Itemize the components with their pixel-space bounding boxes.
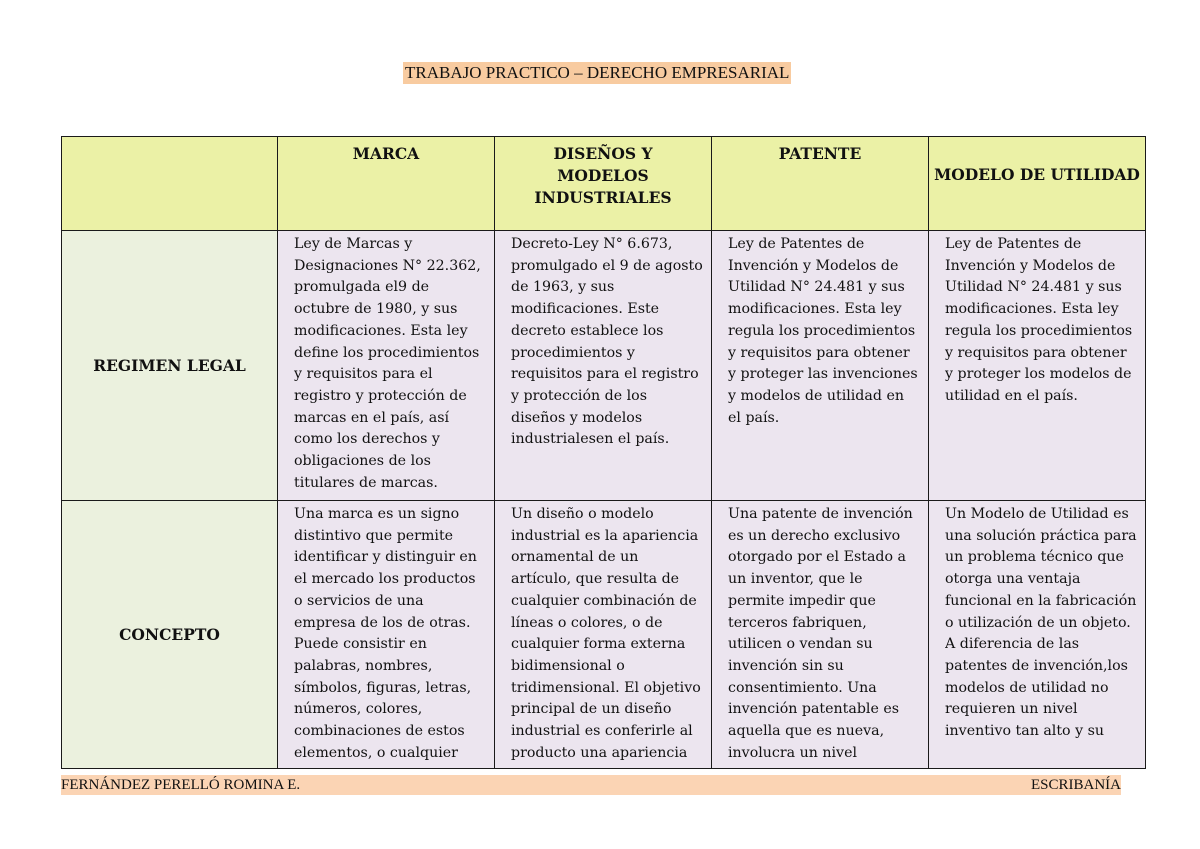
table-header-row [62,137,1146,231]
cell-regimen-disenos: Decreto-Ley N° 6.673, promulgado el 9 de agosto de 1963, y sus modificaciones. Este decreto establece los procedimientos y requisitos para el registro y protección de los diseños y modelos industrialesen el país. [495,231,712,501]
footer-career: ESCRIBANÍA [1031,777,1122,793]
cell-regimen-patente: Ley de Patentes de Invención y Modelos de Utilidad N° 24.481 y sus modificaciones. Esta ley regula los procedimientos y requisitos para obtener y proteger las invenciones y modelos de utilidad en el país. [712,231,929,501]
header-marca: MARCA [278,137,495,231]
header-modelo-utilidad: MODELO DE UTILIDAD [929,137,1146,231]
cell-concepto-patente-text: Una patente de invención es un derecho exclusivo otorgado por el Estado a un inventor, que le permite impedir que terceros fabriquen, utilicen o vendan su invención sin su consentimiento. Una invención patentable es aquella que es nueva, involucra un nivel [728,506,913,761]
header-disenos-label: DISEÑOS Y MODELOS INDUSTRIALES [534,144,672,207]
footer-author: FERNÁNDEZ PERELLÓ ROMINA E. [61,775,1031,795]
cell-concepto-marca-text: Una marca es un signo distintivo que permite identificar y distinguir en el mercado los productos o servicios de una empresa de los de otras. Puede consistir en palabras, nombres, símbolos, figuras, letras, números, colores, combinaciones de estos elementos, o cualquier [294,506,477,761]
header-corner-cell [62,137,278,231]
comparison-table [61,136,1146,769]
cell-concepto-disenos-text: Un diseño o modelo industrial es la apariencia ornamental de un artículo, que resulta de cualquier combinación de líneas o colores, o de cualquier forma externa bidimensional o tridimensional. El objetivo principal de un diseño industrial es conferirle al producto una apariencia [511,506,701,761]
row-label-concepto: CONCEPTO [62,501,278,769]
header-patente: PATENTE [712,137,929,231]
table-row [62,501,1146,769]
header-disenos [495,137,712,231]
cell-concepto-patente [712,501,929,769]
table-row [62,231,1146,501]
document-title: TRABAJO PRACTICO – DERECHO EMPRESARIAL [405,63,790,82]
cell-concepto-disenos [495,501,712,769]
cell-concepto-modelo-utilidad [929,501,1146,769]
row-label-regimen-legal: REGIMEN LEGAL [62,231,278,501]
cell-concepto-marca [278,501,495,769]
cell-regimen-modelo-utilidad: Ley de Patentes de Invención y Modelos de Utilidad N° 24.481 y sus modificaciones. Esta ley regula los procedimientos y requisitos para obtener y proteger los modelos de utilidad en el país. [929,231,1146,501]
cell-regimen-marca: Ley de Marcas y Designaciones N° 22.362, promulgada el9 de octubre de 1980, y sus modificaciones. Esta ley define los procedimientos y requisitos para el registro y protección de marcas en el país, así como los derechos y obligaciones de los titulares de marcas. [278,231,495,501]
cell-concepto-modelo-utilidad-text: Un Modelo de Utilidad es una solución práctica para un problema técnico que otorga una ventaja funcional en la fabricación o utilización de un objeto. A diferencia de las patentes de invención,los modelos de utilidad no requieren un nivel inventivo tan alto y su [945,506,1137,740]
